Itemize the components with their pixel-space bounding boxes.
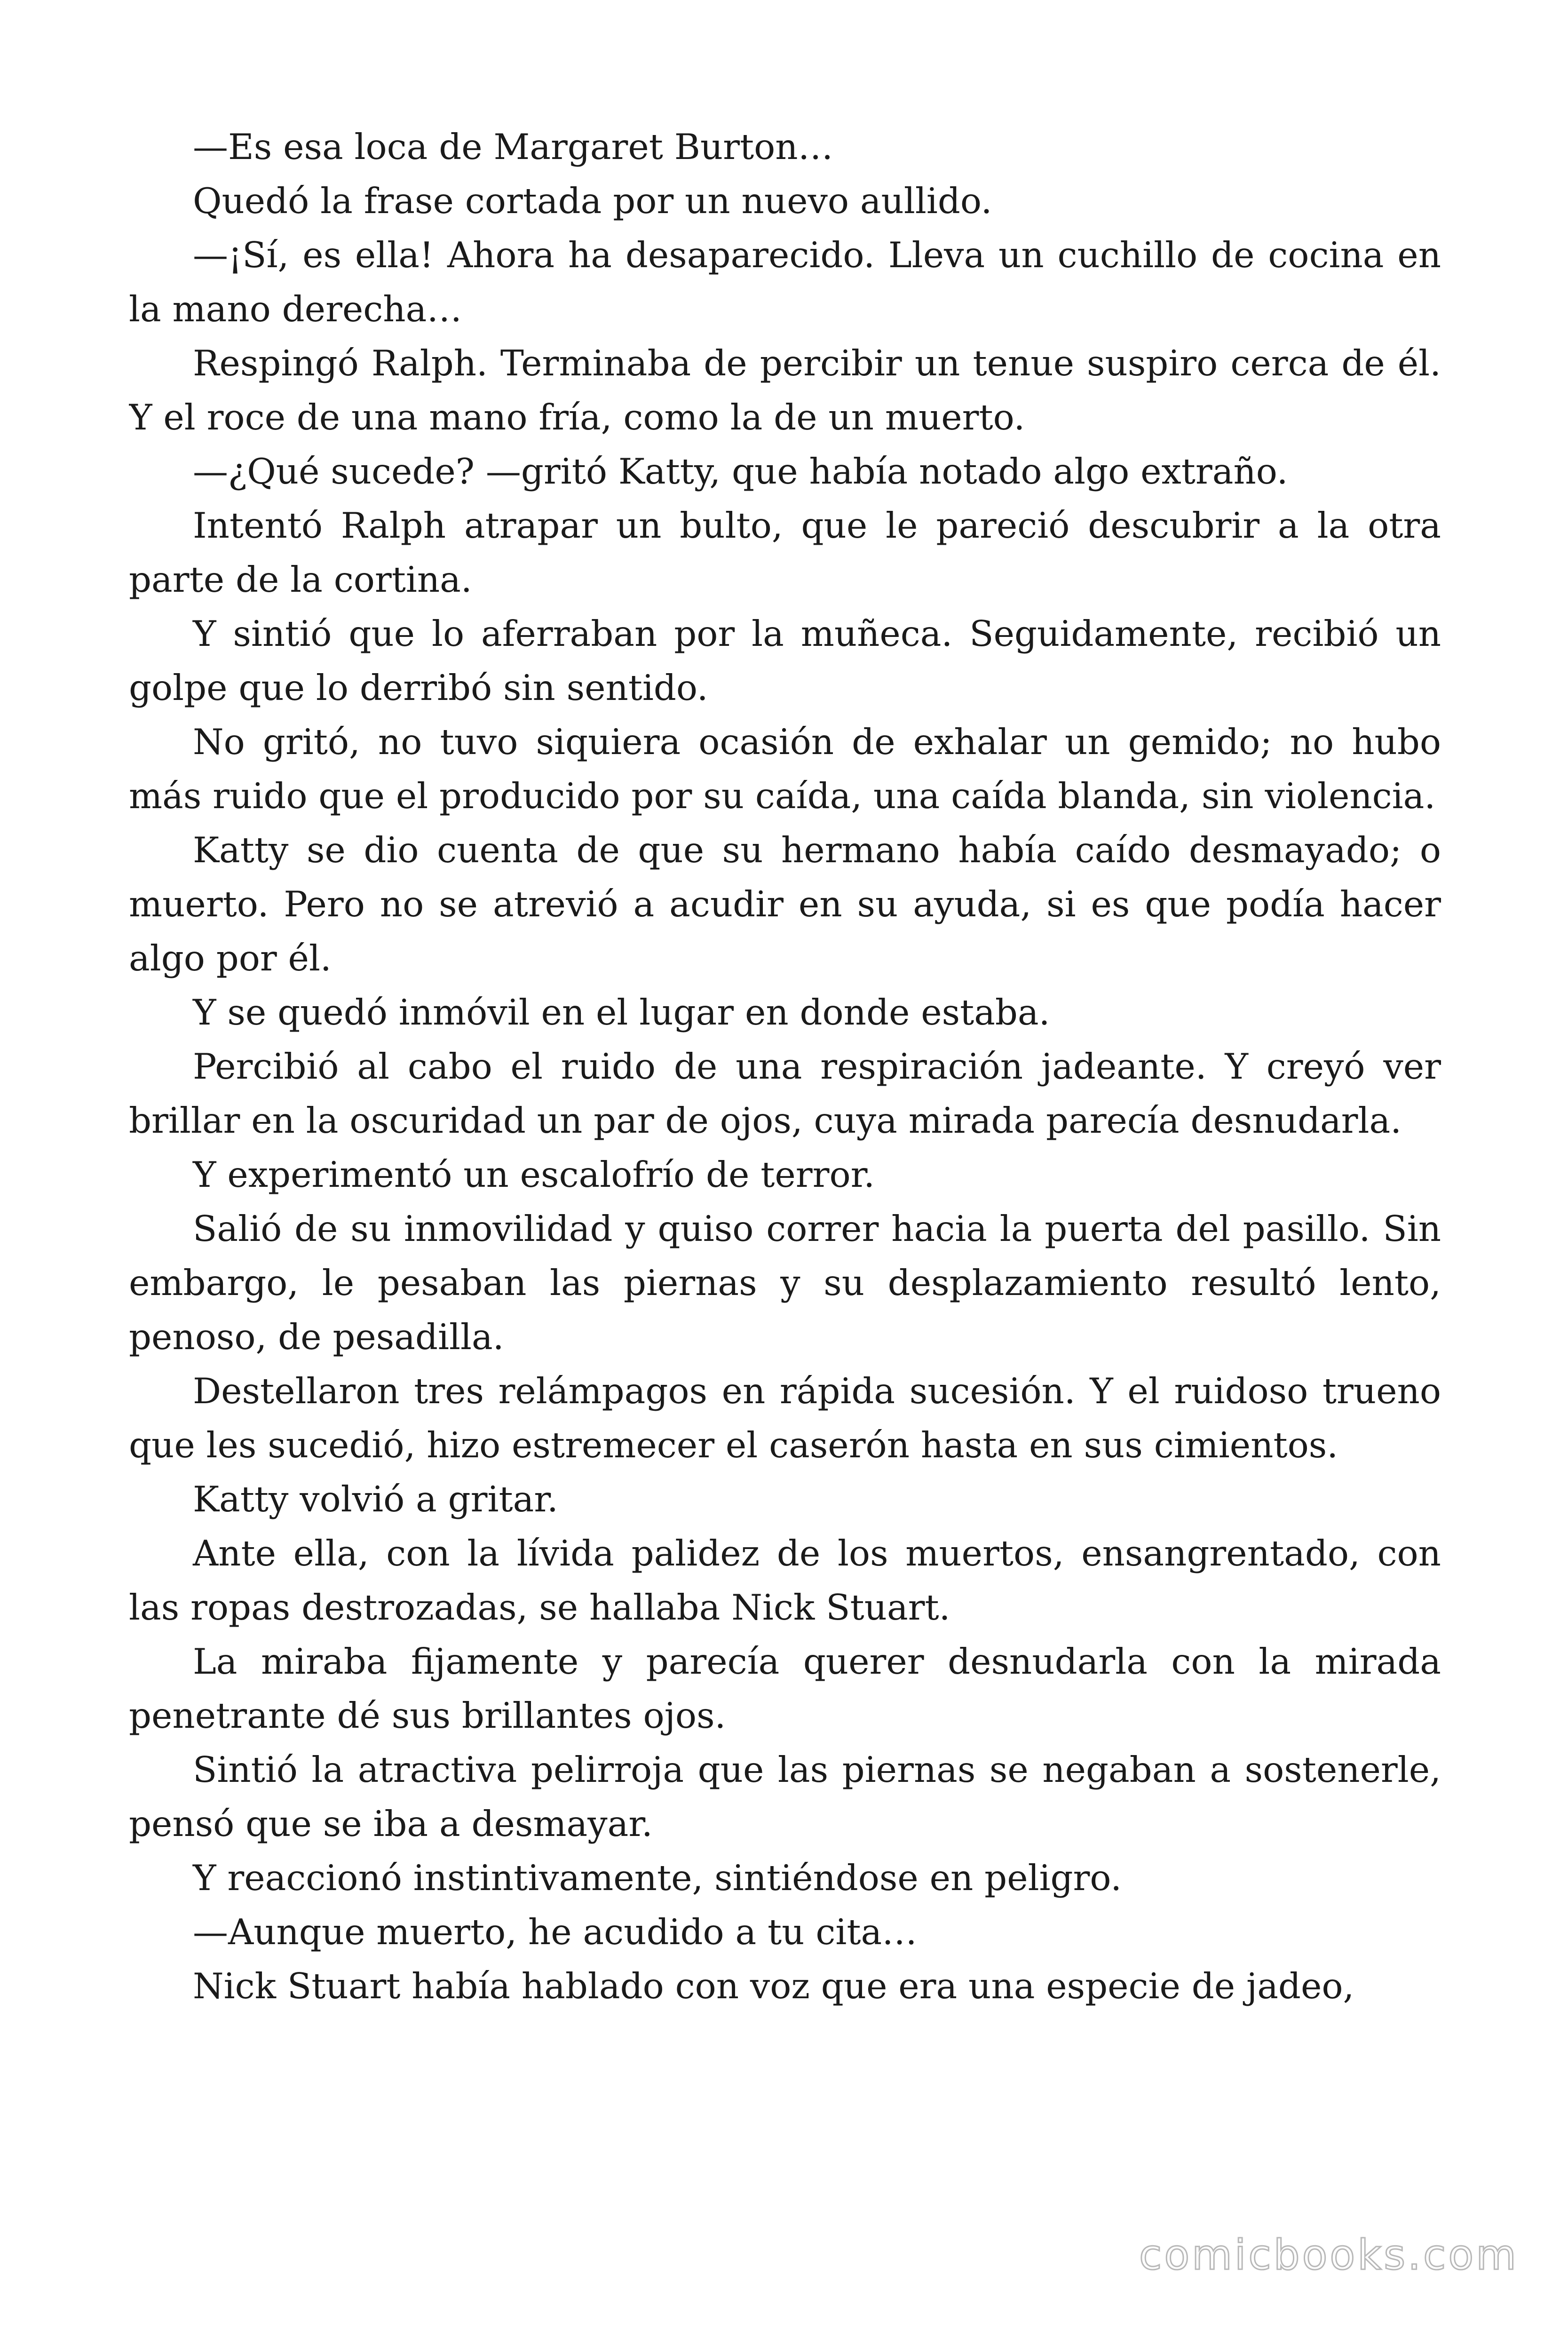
paragraph: Nick Stuart había hablado con voz que era una especie de jadeo, xyxy=(193,1965,1354,2007)
paragraph: Y reaccionó instintivamente, sintiéndose en peligro. xyxy=(193,1857,1122,1899)
paragraph: Salió de su inmovilidad y quiso correr hacia la puerta del pasillo. Sin embargo, le pesaban las piernas y su desplazamiento resultó lento, penoso, de pesadilla. xyxy=(129,1208,1441,1358)
paragraph: Y experimentó un escalofrío de terror. xyxy=(193,1154,875,1195)
page-text-block xyxy=(129,120,1441,2213)
paragraph: La miraba fijamente y parecía querer desnudarla con la mirada penetrante dé sus brillantes ojos. xyxy=(129,1641,1441,1736)
paragraph: —Aunque muerto, he acudido a tu cita… xyxy=(193,1911,918,1953)
paragraph: —Es esa loca de Margaret Burton… xyxy=(193,126,833,167)
paragraph: Katty volvió a gritar. xyxy=(193,1478,558,1520)
paragraph: Y se quedó inmóvil en el lugar en donde estaba. xyxy=(193,992,1050,1033)
paragraph: No gritó, no tuvo siquiera ocasión de exhalar un gemido; no hubo más ruido que el producido por su caída, una caída blanda, sin violencia. xyxy=(129,721,1441,817)
paragraph: Katty se dio cuenta de que su hermano había caído desmayado; o muerto. Pero no se atrevió a acudir en su ayuda, si es que podía hacer algo por él. xyxy=(129,829,1441,979)
paragraph: Sintió la atractiva pelirroja que las piernas se negaban a sostenerle, pensó que se iba a desmayar. xyxy=(129,1749,1441,1844)
watermark: comicbooks.com xyxy=(1139,2231,1519,2279)
paragraph: Intentó Ralph atrapar un bulto, que le pareció descubrir a la otra parte de la cortina. xyxy=(129,505,1441,600)
paragraph: —¡Sí, es ella! Ahora ha desaparecido. Lleva un cuchillo de cocina en la mano derecha… xyxy=(129,234,1441,330)
paragraph: Y sintió que lo aferraban por la muñeca. Seguidamente, recibió un golpe que lo derribó sin sentido. xyxy=(129,613,1441,708)
paragraph: Respingó Ralph. Terminaba de percibir un tenue suspiro cerca de él. Y el roce de una mano fría, como la de un muerto. xyxy=(129,342,1441,438)
paragraph: Quedó la frase cortada por un nuevo aullido. xyxy=(193,180,992,222)
paragraph: Destellaron tres relámpagos en rápida sucesión. Y el ruidoso trueno que les sucedió, hizo estremecer el caserón hasta en sus cimientos. xyxy=(129,1370,1441,1466)
paragraph: Percibió al cabo el ruido de una respiración jadeante. Y creyó ver brillar en la oscuridad un par de ojos, cuya mirada parecía desnudarla. xyxy=(129,1046,1441,1141)
paragraph: Ante ella, con la lívida palidez de los muertos, ensangrentado, con las ropas destrozadas, se hallaba Nick Stuart. xyxy=(129,1533,1441,1628)
paragraph: —¿Qué sucede? —gritó Katty, que había notado algo extraño. xyxy=(193,451,1288,492)
